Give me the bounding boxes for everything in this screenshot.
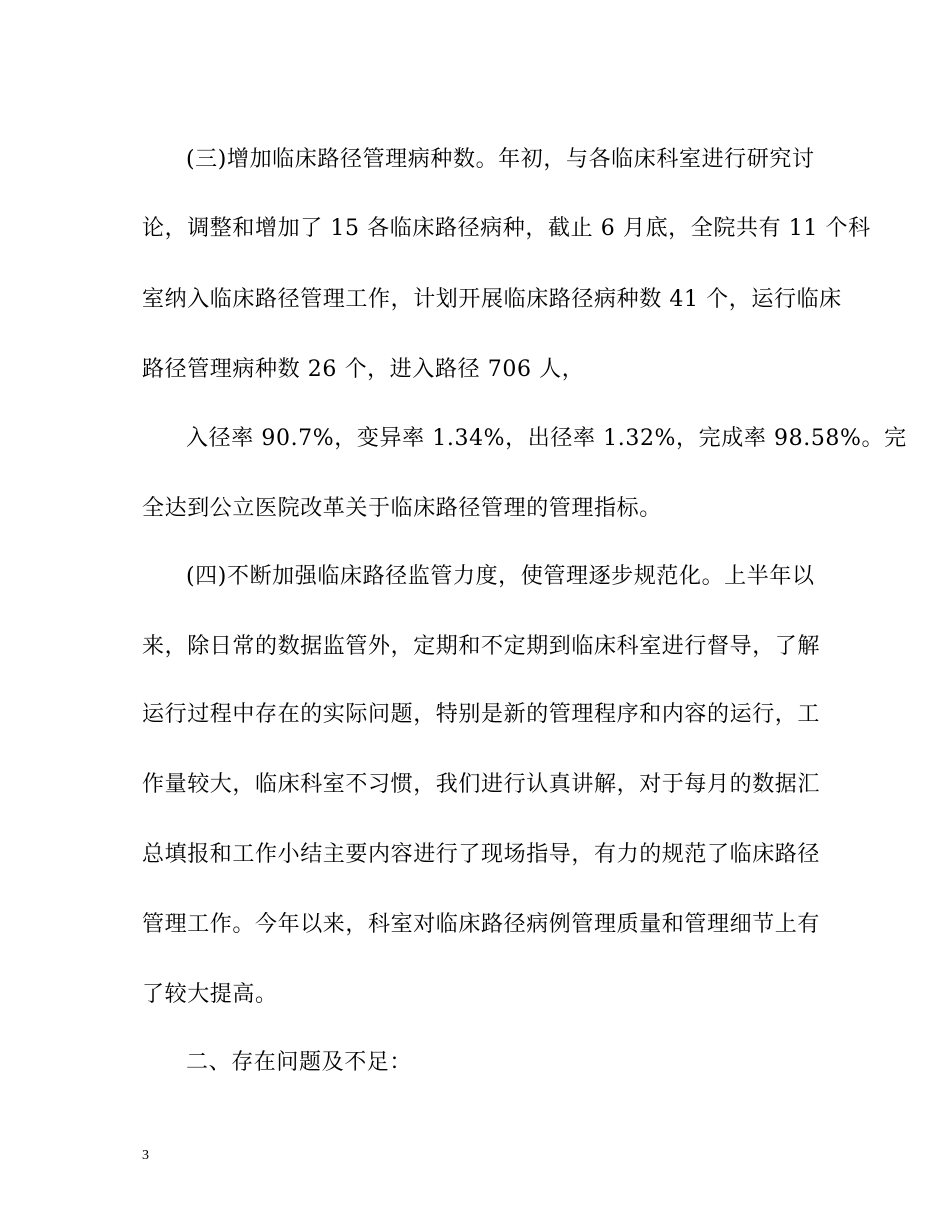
paragraph-4-line-4: 作量较大，临床科室不习惯，我们进行认真讲解，对于每月的数据汇 bbox=[142, 772, 821, 797]
paragraph-4-line-7: 了较大提高。 bbox=[142, 982, 278, 1007]
paragraph-3-line-4: 路径管理病种数 26 个，进入路径 706 人， bbox=[142, 357, 585, 382]
paragraph-4-line-1: (四)不断加强临床路径监管力度，使管理逐步规范化。上半年以 bbox=[186, 564, 815, 589]
paragraph-4-line-2: 来，除日常的数据监管外，定期和不定期到临床科室进行督导，了解 bbox=[142, 634, 821, 659]
rates-line-1: 入径率 90.7%，变异率 1.34%，出径率 1.32%，完成率 98.58%。完 bbox=[186, 426, 907, 451]
rates-line-2: 全达到公立医院改革关于临床路径管理的管理指标。 bbox=[142, 496, 662, 521]
section-heading-issues: 二、存在问题及不足： bbox=[186, 1050, 413, 1075]
paragraph-4-line-3: 运行过程中存在的实际问题，特别是新的管理程序和内容的运行，工 bbox=[142, 702, 821, 727]
paragraph-3-line-3: 室纳入临床路径管理工作，计划开展临床路径病种数 41 个，运行临床 bbox=[142, 287, 842, 312]
paragraph-3-line-1: (三)增加临床路径管理病种数。年初，与各临床科室进行研究讨 bbox=[186, 147, 815, 172]
paragraph-4-line-5: 总填报和工作小结主要内容进行了现场指导，有力的规范了临床路径 bbox=[142, 842, 821, 867]
paragraph-4-line-6: 管理工作。今年以来，科室对临床路径病例管理质量和管理细节上有 bbox=[142, 912, 821, 937]
page-number: 3 bbox=[142, 1148, 149, 1163]
paragraph-3-line-2: 论，调整和增加了 15 各临床路径病种，截止 6 月底，全院共有 11 个科 bbox=[142, 216, 871, 241]
